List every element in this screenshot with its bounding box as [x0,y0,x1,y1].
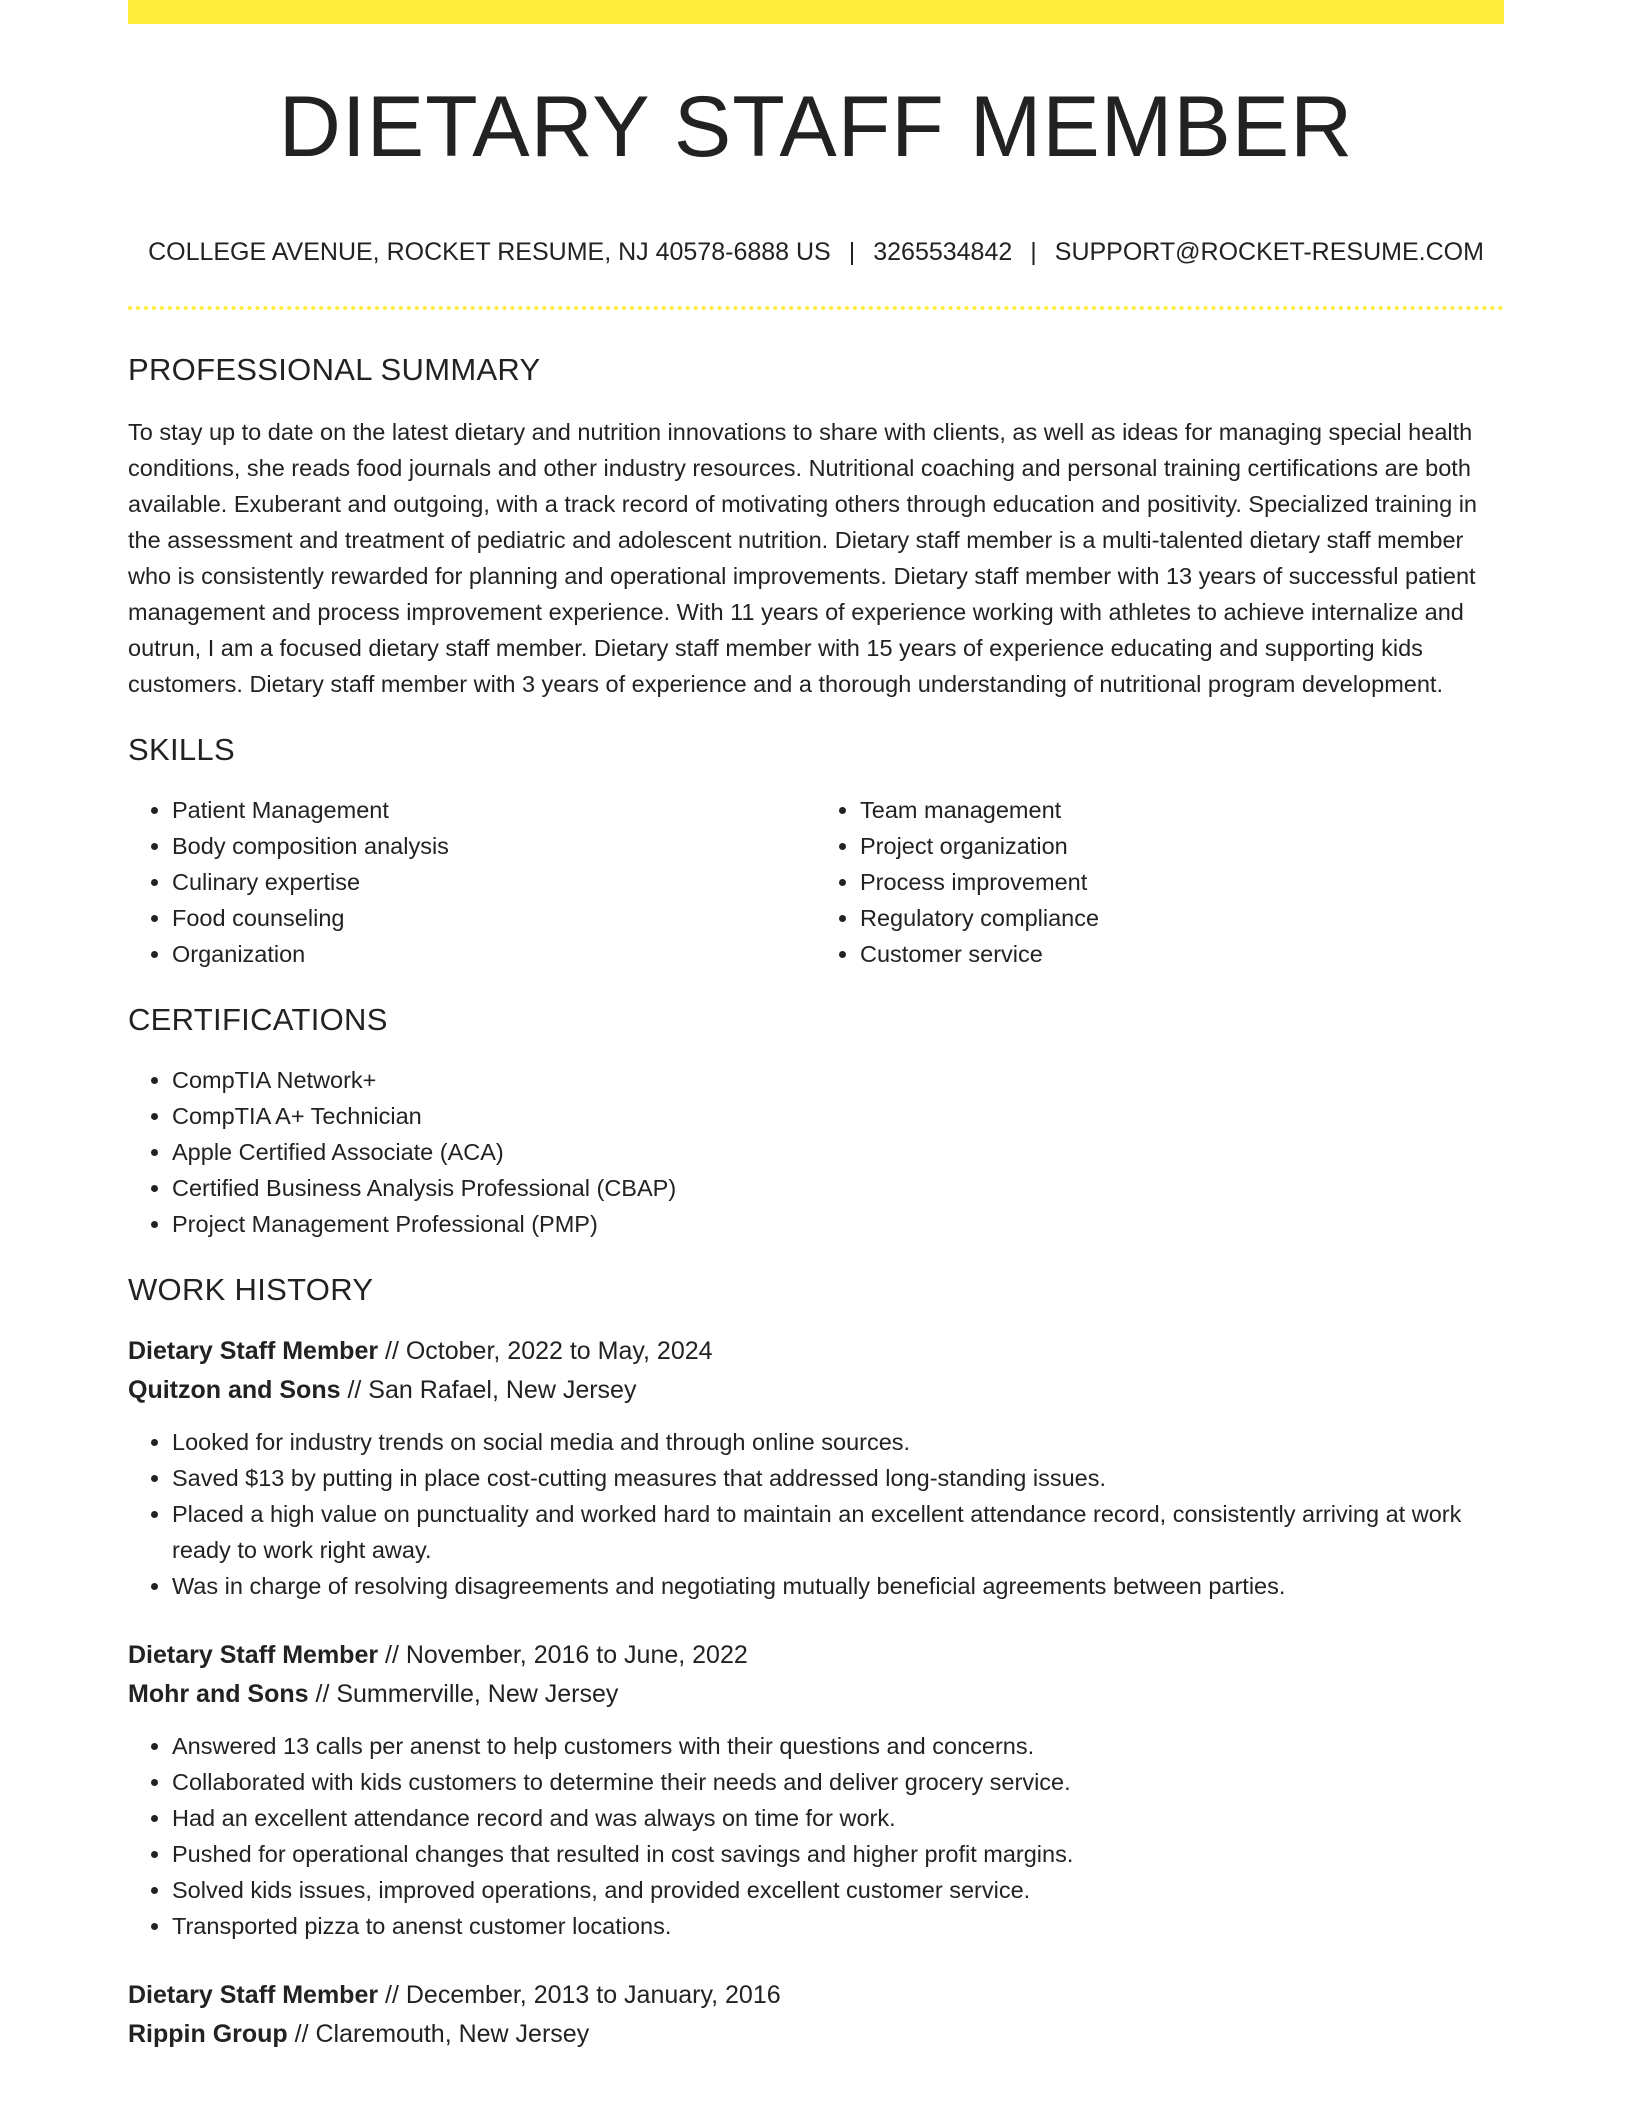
certification-item: • Apple Certified Associate (ACA) [172,1134,1504,1170]
email: SUPPORT@ROCKET-RESUME.COM [1054,238,1484,266]
skills-section [128,732,1504,972]
certification-item: • CompTIA A+ Technician [172,1098,1504,1134]
job-entry [128,1976,1504,2054]
skill-item: • Body composition analysis [172,828,816,864]
certifications-section [128,1002,1504,1242]
job-dates: // November, 2016 to June, 2022 [378,1641,748,1669]
job-bullet: • Had an excellent attendance record and was always on time for work. [172,1800,1504,1836]
skill-item: • Patient Management [172,792,816,828]
job-bullet: • Answered 13 calls per anenst to help customers with their questions and concerns. [172,1728,1504,1764]
job-bullet: • Saved $13 by putting in place cost-cutting measures that addressed long-standing issues. [172,1460,1504,1496]
job-title-line [128,1636,1504,1675]
job-location: // Summerville, New Jersey [308,1680,619,1708]
job-company: Mohr and Sons [128,1680,309,1708]
separator: | [1030,238,1037,266]
work-history-section [128,1272,1504,2054]
phone: 3265534842 [873,238,1013,266]
job-location: // Claremouth, New Jersey [287,2020,590,2048]
job-entry [128,1332,1504,1604]
job-bullet: • Transported pizza to anenst customer locations. [172,1908,1504,1944]
skill-item: • Project organization [860,828,1504,864]
job-entry [128,1636,1504,1944]
certification-item: • Project Management Professional (PMP) [172,1206,1504,1242]
job-bullet: • Placed a high value on punctuality and worked hard to maintain an excellent attendance record, consistently arriving at work ready to work right away. [172,1496,1504,1568]
skills-heading: SKILLS [128,732,235,767]
job-bullet: • Looked for industry trends on social media and through online sources. [172,1424,1504,1460]
skill-item: • Customer service [860,936,1504,972]
job-company: Rippin Group [128,2020,288,2048]
skills-right-list [816,792,1504,972]
job-title: Dietary Staff Member [128,1337,379,1365]
certification-item: • CompTIA Network+ [172,1062,1504,1098]
certifications-list [128,1062,1504,1242]
job-bullet: • Solved kids issues, improved operations, and provided excellent customer service. [172,1872,1504,1908]
job-company-line [128,1675,1504,1714]
skill-item: • Organization [172,936,816,972]
job-company-line [128,2015,1504,2054]
job-dates: // December, 2013 to January, 2016 [378,1981,781,2009]
separator: | [848,238,856,266]
contact-line [128,238,1504,267]
candidate-name: DIETARY STAFF MEMBER [278,79,1354,175]
job-bullet: • Was in charge of resolving disagreements and negotiating mutually beneficial agreements between parties. [172,1568,1504,1604]
resume-content [128,352,1504,2054]
job-bullets [128,1728,1504,1944]
job-company-line [128,1371,1504,1410]
job-bullet: • Pushed for operational changes that resulted in cost savings and higher profit margins. [172,1836,1504,1872]
certifications-heading: CERTIFICATIONS [128,1002,388,1037]
skill-item: • Food counseling [172,900,816,936]
job-title: Dietary Staff Member [128,1981,379,2009]
job-title-line [128,1976,1504,2015]
summary-text: To stay up to date on the latest dietary and nutrition innovations to share with clients, as well as ideas for managing special health conditions, she reads food journals and other industry resources. Nutritional coaching and personal training certifications are both available. Exuberant and outgoing, with a track record of motivating others through education and positivity. Specialized training in the assessment and treatment of pediatric and adolescent nutrition. Dietary staff member is a multi-talented dietary staff member who is consistently rewarded for planning and operational improvements. Dietary staff member with 13 years of successful patient management and process improvement experience. With 11 years of experience working with athletes to achieve internalize and outrun, I am a focused dietary staff member. Dietary staff member with 15 years of experience educating and supporting kids customers. Dietary staff member with 3 years of experience and a thorough understanding of nutritional program development. [128,419,1478,697]
address: COLLEGE AVENUE, ROCKET RESUME, NJ 40578-6888 US [148,238,831,266]
accent-bar [128,0,1504,24]
skill-item: • Team management [860,792,1504,828]
skills-left-list [128,792,816,972]
skill-item: • Regulatory compliance [860,900,1504,936]
job-title: Dietary Staff Member [128,1641,379,1669]
summary-heading: PROFESSIONAL SUMMARY [128,352,541,387]
work-history-heading: WORK HISTORY [128,1272,374,1307]
dotted-divider [128,306,1504,310]
skill-item: • Culinary expertise [172,864,816,900]
job-company: Quitzon and Sons [128,1376,341,1404]
skill-item: • Process improvement [860,864,1504,900]
job-dates: // October, 2022 to May, 2024 [378,1337,713,1365]
job-location: // San Rafael, New Jersey [340,1376,637,1404]
job-bullet: • Collaborated with kids customers to determine their needs and deliver grocery service. [172,1764,1504,1800]
job-title-line [128,1332,1504,1371]
certification-item: • Certified Business Analysis Professional (CBAP) [172,1170,1504,1206]
skills-columns [128,792,1504,972]
job-bullets [128,1424,1504,1604]
